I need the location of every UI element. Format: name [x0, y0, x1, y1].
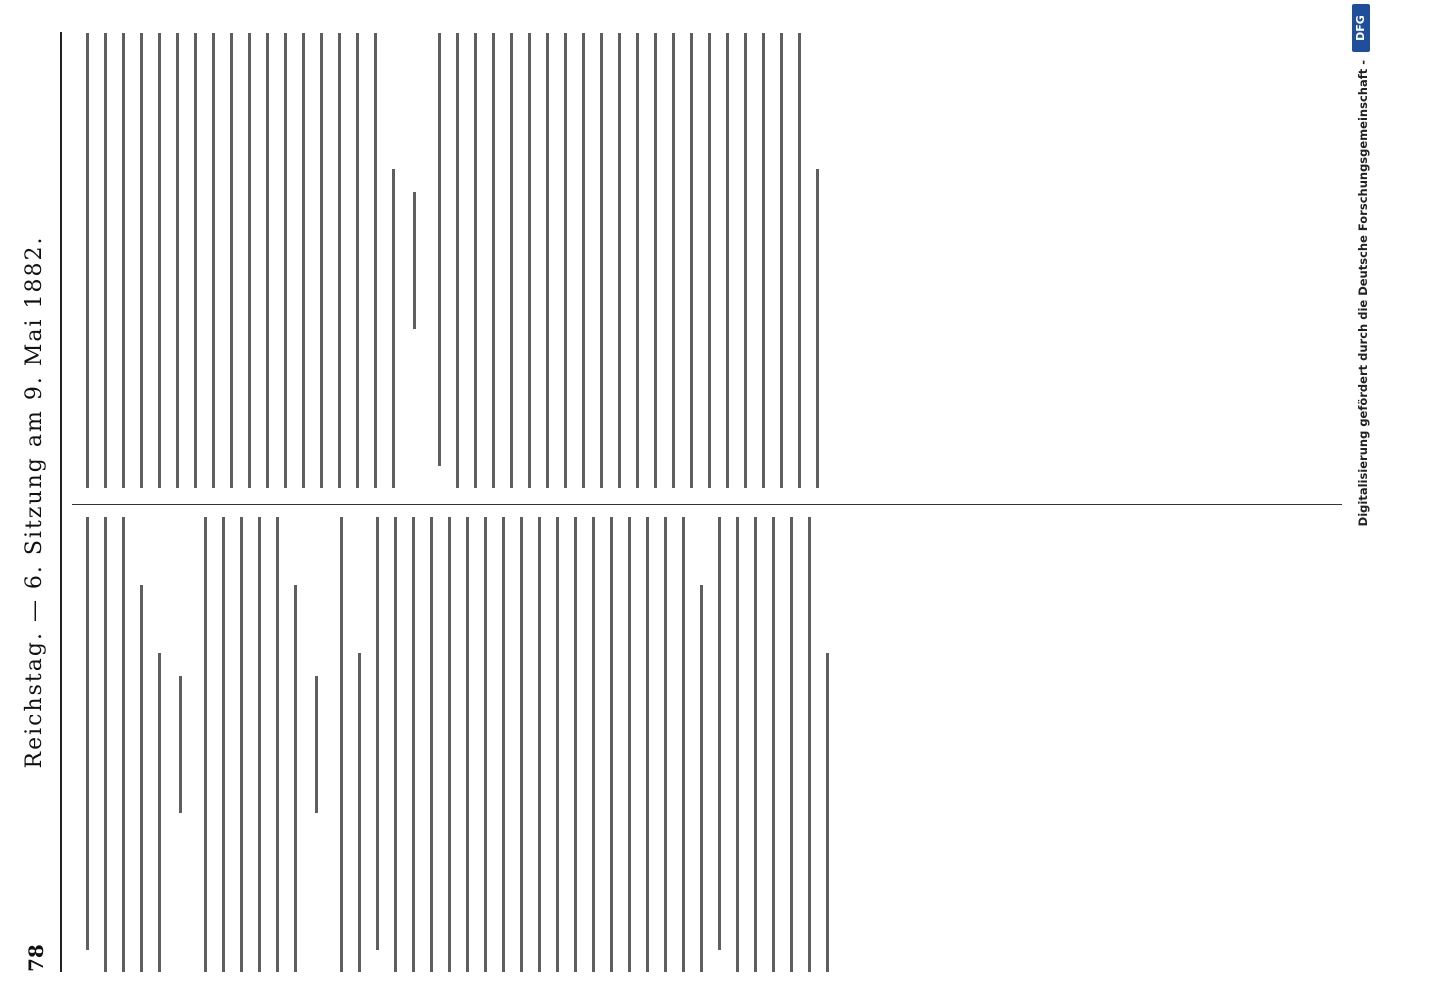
- text-line: [394, 517, 397, 972]
- text-line: [86, 517, 89, 950]
- text-line: [158, 654, 161, 973]
- text-line: [474, 33, 477, 488]
- applause-note: [179, 676, 182, 813]
- text-line: [538, 517, 541, 972]
- text-line: [636, 33, 639, 488]
- text-line: [276, 517, 279, 972]
- text-line: [736, 517, 739, 972]
- text-line: [528, 33, 531, 488]
- text-line: [294, 585, 297, 972]
- text-line: [672, 33, 675, 488]
- text-line: [664, 517, 667, 972]
- text-line: [374, 33, 377, 488]
- text-line: [338, 33, 341, 488]
- text-line: [448, 517, 451, 972]
- text-line: [158, 33, 161, 488]
- text-line: [412, 517, 415, 972]
- text-line: [492, 33, 495, 488]
- text-line: [592, 517, 595, 972]
- right-column: [72, 33, 1342, 488]
- text-line: [808, 517, 811, 972]
- text-line: [438, 33, 441, 466]
- text-line: [104, 33, 107, 488]
- text-line: [258, 517, 261, 972]
- text-line: [222, 517, 225, 972]
- text-line: [140, 33, 143, 488]
- page-number: 78: [24, 944, 48, 972]
- text-line: [618, 33, 621, 488]
- text-line: [600, 33, 603, 488]
- text-line: [194, 33, 197, 488]
- text-line: [140, 585, 143, 972]
- text-line: [582, 33, 585, 488]
- text-line: [744, 33, 747, 488]
- text-line: [718, 517, 721, 950]
- text-line: [86, 33, 89, 488]
- text-line: [204, 517, 207, 972]
- text-line: [826, 654, 829, 973]
- text-line: [392, 170, 395, 489]
- text-line: [546, 33, 549, 488]
- text-line: [610, 517, 613, 972]
- text-line: [266, 33, 269, 488]
- text-line: [690, 33, 693, 488]
- text-line: [430, 517, 433, 972]
- text-line: [708, 33, 711, 488]
- text-line: [726, 33, 729, 488]
- text-line: [682, 517, 685, 972]
- text-line: [520, 517, 523, 972]
- text-line: [762, 33, 765, 488]
- text-line: [628, 517, 631, 972]
- header-title: Reichstag. — 6. Sitzung am 9. Mai 1882.: [22, 235, 47, 769]
- text-line: [798, 33, 801, 488]
- text-line: [754, 517, 757, 972]
- text-line: [466, 517, 469, 972]
- text-line: [456, 33, 459, 488]
- text-line: [230, 33, 233, 488]
- text-line: [502, 517, 505, 972]
- text-line: [356, 33, 359, 488]
- text-line: [122, 33, 125, 488]
- text-line: [340, 517, 343, 972]
- text-line: [484, 517, 487, 972]
- text-line: [654, 33, 657, 488]
- left-column: [72, 517, 1342, 972]
- text-line: [646, 517, 649, 972]
- text-line: [284, 33, 287, 488]
- text-line: [574, 517, 577, 972]
- text-line: [556, 517, 559, 972]
- text-line: [780, 33, 783, 488]
- text-line: [176, 33, 179, 488]
- digitization-notice: Digitalisierung gefördert durch die Deutsche Forschungsgemeinschaft -: [1356, 60, 1370, 527]
- digitization-footer: [1352, 0, 1380, 1000]
- text-line: [248, 33, 251, 488]
- text-line: [510, 33, 513, 488]
- text-line: [700, 585, 703, 972]
- text-line: [772, 517, 775, 972]
- text-line: [564, 33, 567, 488]
- text-line: [122, 517, 125, 972]
- running-header: [18, 32, 58, 972]
- text-line: [240, 517, 243, 972]
- text-line: [320, 33, 323, 488]
- text-line: [212, 33, 215, 488]
- dfg-logo: DFG: [1352, 4, 1370, 52]
- header-rule: [60, 32, 62, 972]
- text-line: [104, 517, 107, 972]
- applause-note: [413, 192, 416, 329]
- applause-note: [315, 676, 318, 813]
- column-rule: [72, 504, 1342, 505]
- text-line: [816, 170, 819, 489]
- text-line: [358, 654, 361, 973]
- text-line: [790, 517, 793, 972]
- text-line: [302, 33, 305, 488]
- text-line: [376, 517, 379, 950]
